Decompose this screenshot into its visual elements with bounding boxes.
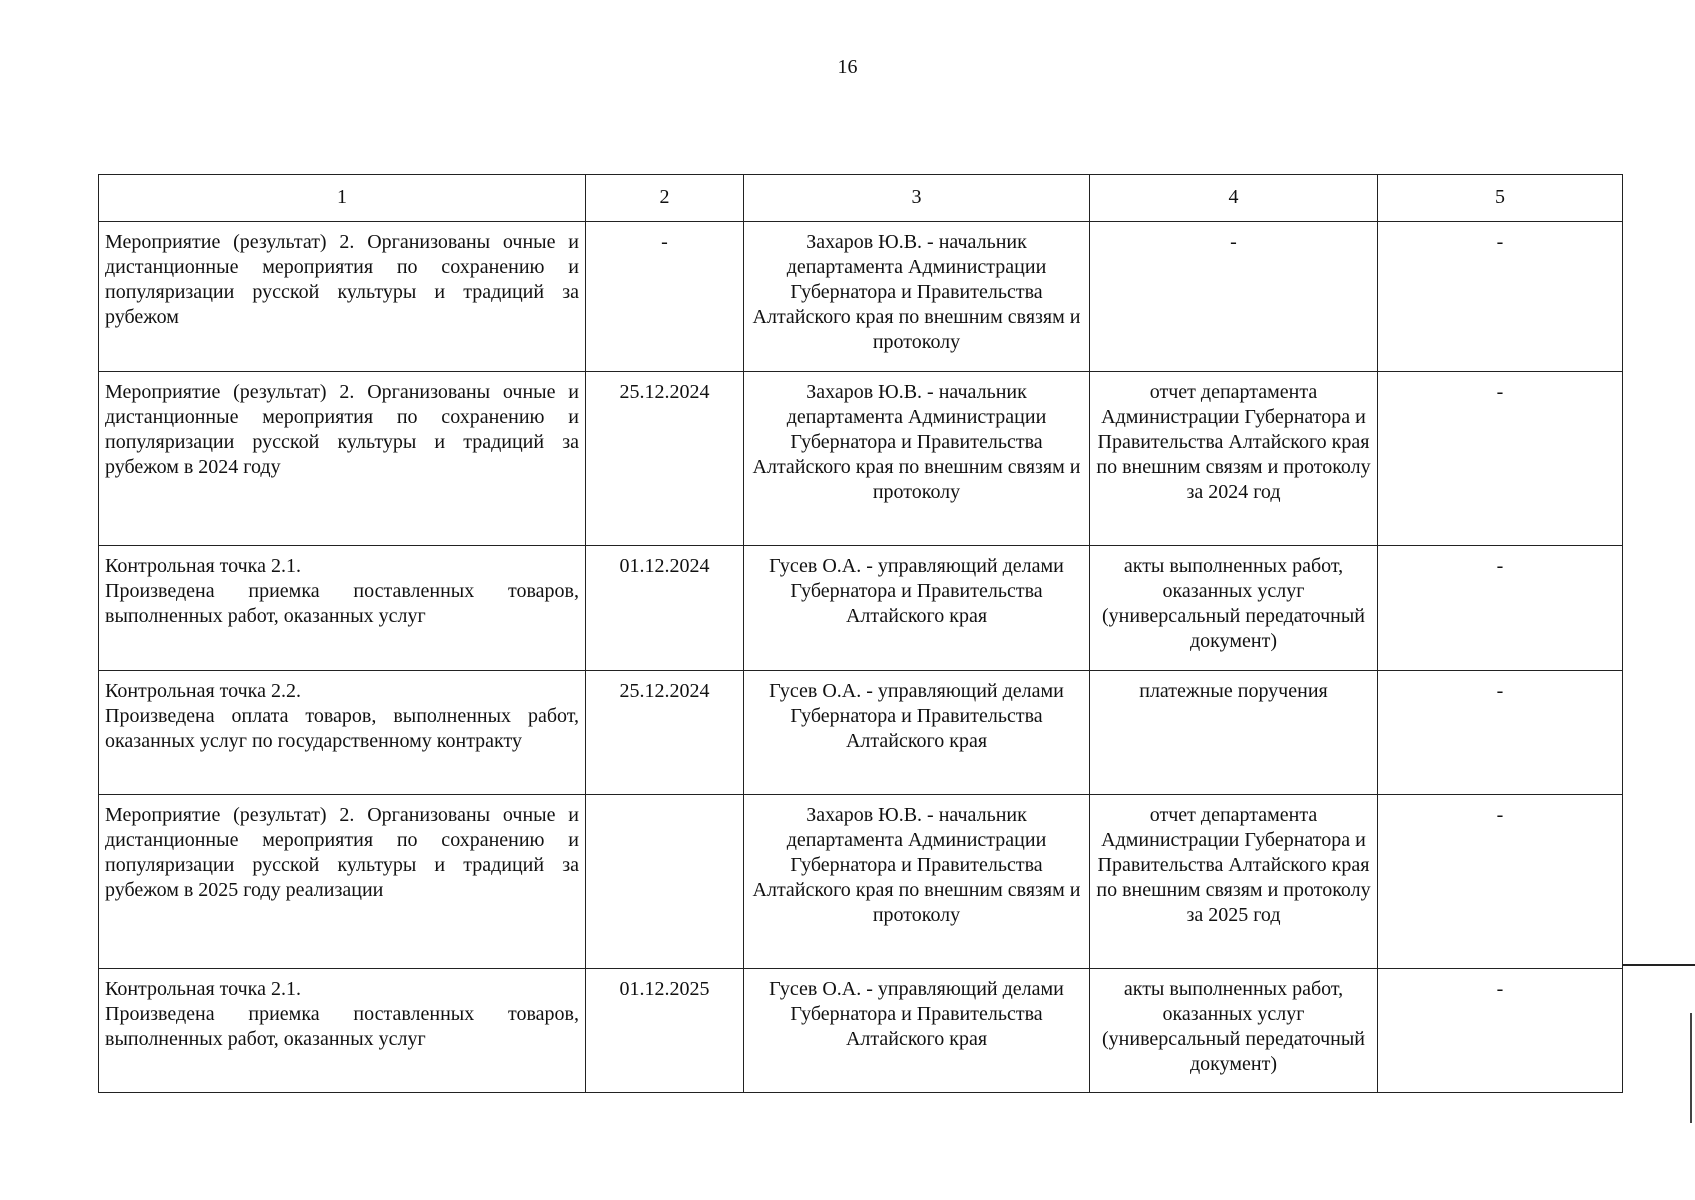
confirming-document: акты выполненных работ, оказанных услуг (универсальный передаточный документ) xyxy=(1090,969,1378,1093)
column-header-2: 2 xyxy=(586,175,744,222)
event-description: Мероприятие (результат) 2. Организованы очные и дистанционные мероприятия по сохранению и популяризации русской культуры и традиций за рубежом в 2024 году xyxy=(99,372,586,546)
scan-artifact-line xyxy=(1622,964,1695,966)
due-date: 25.12.2024 xyxy=(586,671,744,795)
control-point-title: Контрольная точка 2.1. xyxy=(105,555,301,577)
table-row xyxy=(99,671,1623,795)
page-number: 16 xyxy=(837,56,858,78)
control-points-table xyxy=(98,174,1623,1093)
column-5-value: - xyxy=(1378,546,1623,671)
due-date xyxy=(586,795,744,969)
control-point-description: Произведена приемка поставленных товаров, выполненных работ, оказанных услуг xyxy=(105,580,579,627)
due-date: 01.12.2024 xyxy=(586,546,744,671)
column-5-value: - xyxy=(1378,969,1623,1093)
confirming-document: платежные поручения xyxy=(1090,671,1378,795)
control-point-cell xyxy=(99,969,586,1093)
scan-artifact-line xyxy=(1690,1013,1692,1123)
table-row xyxy=(99,795,1623,969)
responsible-person: Гусев О.А. - управляющий делами Губернатора и Правительства Алтайского края xyxy=(744,546,1090,671)
confirming-document: отчет департамента Администрации Губернатора и Правительства Алтайского края по внешним связям и протоколу за 2025 год xyxy=(1090,795,1378,969)
column-header-1: 1 xyxy=(99,175,586,222)
table-row xyxy=(99,372,1623,546)
column-header-5: 5 xyxy=(1378,175,1623,222)
column-5-value: - xyxy=(1378,671,1623,795)
confirming-document: отчет департамента Администрации Губернатора и Правительства Алтайского края по внешним связям и протоколу за 2024 год xyxy=(1090,372,1378,546)
confirming-document: - xyxy=(1090,222,1378,372)
control-point-title: Контрольная точка 2.1. xyxy=(105,978,301,1000)
column-5-value: - xyxy=(1378,372,1623,546)
event-description: Мероприятие (результат) 2. Организованы очные и дистанционные мероприятия по сохранению и популяризации русской культуры и традиций за рубежом xyxy=(99,222,586,372)
responsible-person: Захаров Ю.В. - начальник департамента Администрации Губернатора и Правительства Алтайского края по внешним связям и протоколу xyxy=(744,795,1090,969)
confirming-document: акты выполненных работ, оказанных услуг (универсальный передаточный документ) xyxy=(1090,546,1378,671)
responsible-person: Захаров Ю.В. - начальник департамента Администрации Губернатора и Правительства Алтайского края по внешним связям и протоколу xyxy=(744,372,1090,546)
control-point-cell xyxy=(99,671,586,795)
control-point-title: Контрольная точка 2.2. xyxy=(105,680,301,702)
control-point-description: Произведена приемка поставленных товаров, выполненных работ, оказанных услуг xyxy=(105,1003,579,1050)
due-date: 25.12.2024 xyxy=(586,372,744,546)
column-5-value: - xyxy=(1378,795,1623,969)
due-date: - xyxy=(586,222,744,372)
responsible-person: Гусев О.А. - управляющий делами Губернатора и Правительства Алтайского края xyxy=(744,671,1090,795)
table-header-row xyxy=(99,175,1623,222)
event-description: Мероприятие (результат) 2. Организованы очные и дистанционные мероприятия по сохранению и популяризации русской культуры и традиций за рубежом в 2025 году реализации xyxy=(99,795,586,969)
control-point-cell xyxy=(99,546,586,671)
table-row xyxy=(99,546,1623,671)
responsible-person: Гусев О.А. - управляющий делами Губернатора и Правительства Алтайского края xyxy=(744,969,1090,1093)
column-header-3: 3 xyxy=(744,175,1090,222)
table-row xyxy=(99,969,1623,1093)
column-header-4: 4 xyxy=(1090,175,1378,222)
control-point-description: Произведена оплата товаров, выполненных работ, оказанных услуг по государственному контракту xyxy=(105,705,579,752)
responsible-person: Захаров Ю.В. - начальник департамента Администрации Губернатора и Правительства Алтайского края по внешним связям и протоколу xyxy=(744,222,1090,372)
table-row xyxy=(99,222,1623,372)
column-5-value: - xyxy=(1378,222,1623,372)
due-date: 01.12.2025 xyxy=(586,969,744,1093)
